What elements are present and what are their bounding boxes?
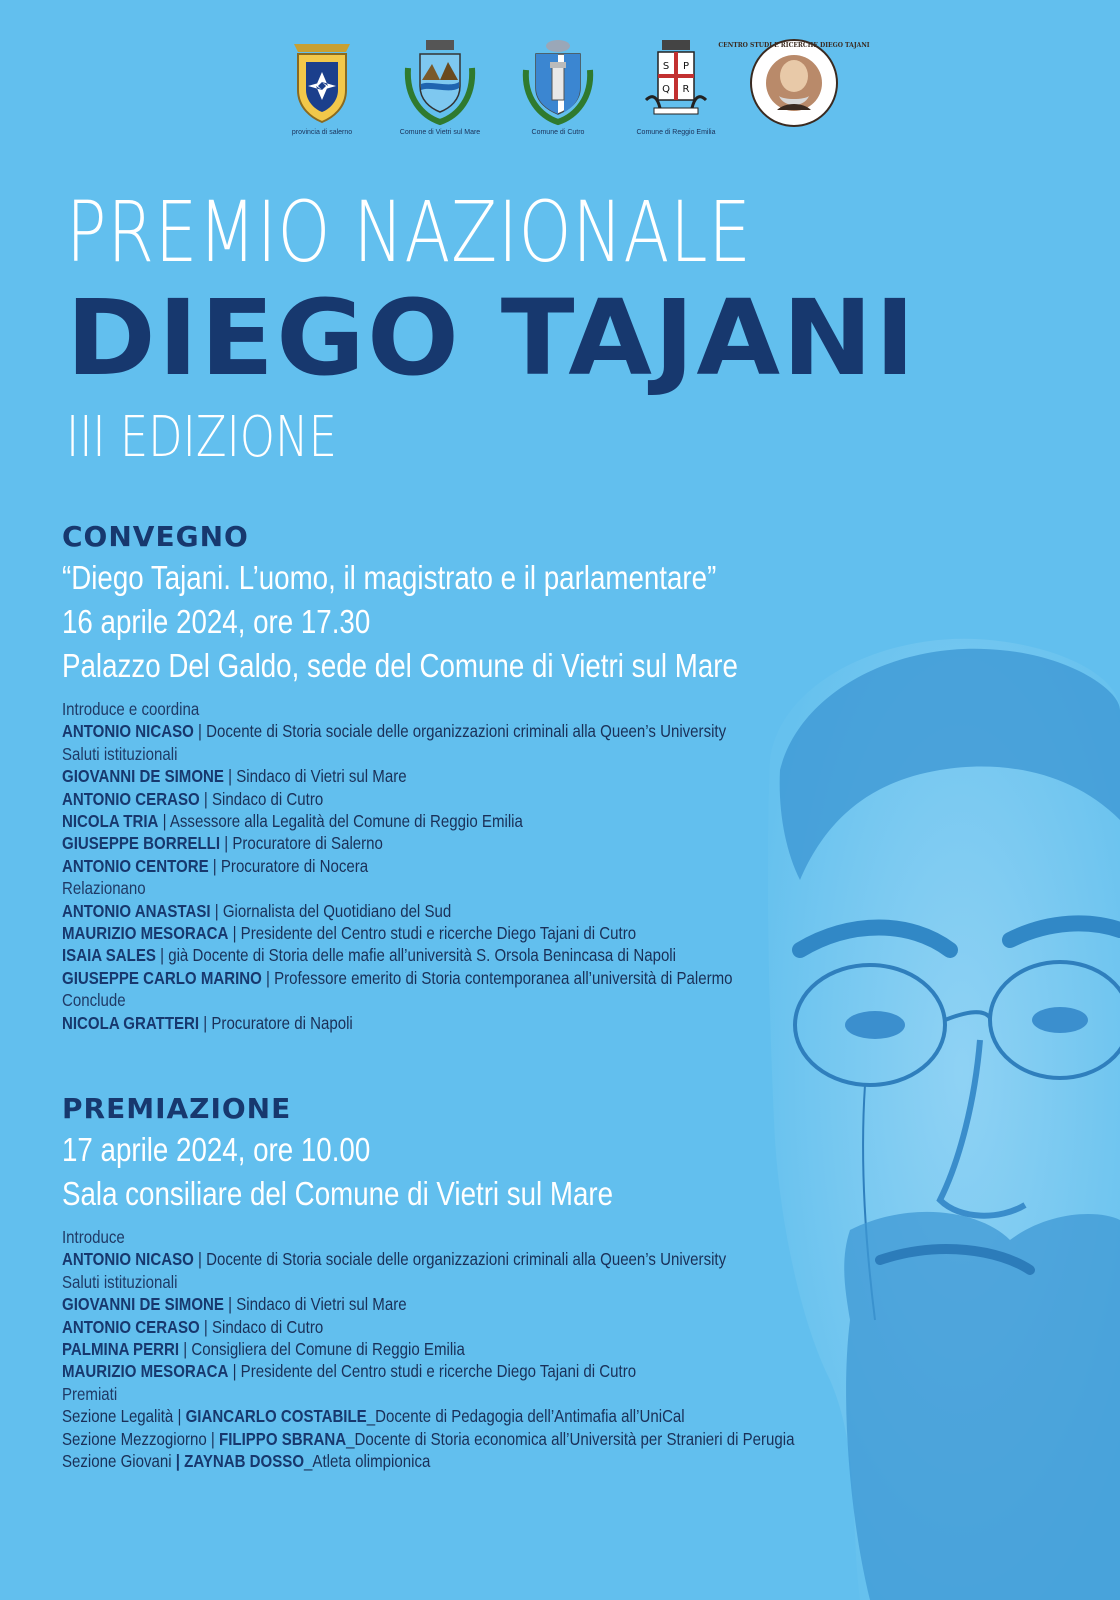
lineup-person [62, 900, 754, 922]
lineup-person [62, 855, 754, 877]
logo-comune-cutro [498, 38, 618, 136]
person-name: FILIPPO SBRANA [219, 1428, 347, 1449]
person-name: ANTONIO CERASO [62, 1316, 200, 1337]
person-role: | Assessore alla Legalità del Comune di Reggio Emilia [158, 811, 523, 832]
convegno-subtitle: “Diego Tajani. L’uomo, il magistrato e il parlamentare” [62, 559, 717, 596]
lineup-role-label: Premiati [62, 1383, 118, 1404]
crest-icon [520, 38, 596, 126]
premiazione-venue: Sala consiliare del Comune di Vietri sul Mare [62, 1175, 614, 1212]
lineup-person [62, 1450, 794, 1472]
crest-icon [402, 38, 478, 126]
person-name: NICOLA TRIA [62, 811, 159, 832]
person-role: | Giornalista del Quotidiano del Sud [210, 900, 452, 921]
person-name: ISAIA SALES [62, 945, 156, 966]
convegno-venue: Palazzo Del Galdo, sede del Comune di Vietri sul Mare [62, 647, 738, 684]
lineup-person [62, 944, 754, 966]
person-name: GIUSEPPE BORRELLI [62, 833, 221, 854]
lineup-person [62, 810, 754, 832]
headline-name: DIEGO TAJANI [66, 277, 918, 399]
lineup-person [62, 832, 754, 854]
person-role: | Procuratore di Nocera [208, 855, 369, 876]
headline-premio: PREMIO NAZIONALE [66, 183, 752, 281]
person-name: NICOLA GRATTERI [62, 1012, 200, 1033]
premiazione-lineup [62, 1226, 914, 1472]
person-role: _Docente di Storia economica all’Università per Stranieri di Perugia [346, 1428, 795, 1449]
person-role: | Procuratore di Napoli [199, 1012, 353, 1033]
person-name: ANTONIO CENTORE [62, 855, 209, 876]
person-role: | Sindaco di Cutro [199, 788, 324, 809]
lineup-person [62, 1360, 794, 1382]
lineup-person [62, 1405, 794, 1427]
logo-provincia-salerno [262, 38, 382, 136]
person-role: | Presidente del Centro studi e ricerche Diego Tajani di Cutro [228, 1361, 637, 1382]
lineup-person [62, 1012, 754, 1034]
convegno-lineup [62, 698, 867, 1034]
seal-text: CENTRO STUDI E RICERCHE DIEGO TAJANI [718, 42, 870, 49]
lineup-person [62, 788, 754, 810]
person-role: | Docente di Storia sociale delle organizzazioni criminali alla Queen’s University [193, 721, 727, 742]
lineup-person [62, 1428, 794, 1450]
person-name: ANTONIO NICASO [62, 1249, 194, 1270]
person-role: | Sindaco di Vietri sul Mare [223, 1294, 407, 1315]
section-convegno [62, 520, 867, 1034]
logos-row [270, 38, 870, 148]
logo-centro-studi [718, 38, 870, 128]
logo-comune-vietri [380, 38, 500, 136]
logo-caption: Comune di Reggio Emilia [636, 129, 716, 136]
person-role: | Procuratore di Salerno [220, 833, 383, 854]
person-role: _Docente di Pedagogia dell’Antimafia all’UniCal [366, 1406, 685, 1427]
lineup-role-label: Introduce e coordina [62, 699, 200, 719]
person-name: GIANCARLO COSTABILE [185, 1406, 367, 1427]
person-name: GIOVANNI DE SIMONE [62, 766, 224, 787]
crest-icon [284, 38, 360, 126]
person-role: _Atleta olimpionica [304, 1451, 431, 1472]
logo-caption: Comune di Vietri sul Mare [399, 129, 481, 136]
award-section: Sezione Mezzogiorno | [62, 1428, 220, 1449]
lineup-person [62, 1293, 794, 1315]
person-name: ANTONIO CERASO [62, 788, 200, 809]
person-name: | ZAYNAB DOSSO [175, 1451, 305, 1472]
person-name: GIUSEPPE CARLO MARINO [62, 967, 262, 988]
person-name: ANTONIO NICASO [62, 721, 194, 742]
lineup-person [62, 922, 754, 944]
svg-text:Q: Q [662, 84, 670, 95]
section-premiazione [62, 1092, 914, 1472]
lineup-person [62, 1338, 794, 1360]
person-role: | Presidente del Centro studi e ricerche Diego Tajani di Cutro [228, 923, 637, 944]
premiazione-date: 17 aprile 2024, ore 10.00 [62, 1131, 371, 1168]
person-name: GIOVANNI DE SIMONE [62, 1294, 224, 1315]
person-name: MAURIZIO MESORACA [62, 923, 229, 944]
logo-caption: Comune di Cutro [531, 129, 585, 136]
award-section: Sezione Giovani [62, 1451, 176, 1472]
person-role: | Professore emerito di Storia contemporanea all’università di Palermo [261, 967, 733, 988]
svg-text:S: S [662, 61, 670, 72]
logo-comune-reggio-emilia [616, 38, 736, 136]
person-role: | Docente di Storia sociale delle organizzazioni criminali alla Queen’s University [193, 1249, 727, 1270]
lineup-person [62, 1316, 794, 1338]
person-role: | Sindaco di Vietri sul Mare [223, 766, 407, 787]
person-role: | già Docente di Storia delle mafie all’università S. Orsola Benincasa di Napoli [155, 945, 676, 966]
person-name: PALMINA PERRI [62, 1339, 180, 1360]
lineup-role-label: Relazionano [62, 878, 146, 899]
lineup-person [62, 720, 754, 742]
lineup-role-label: Saluti istituzionali [62, 743, 178, 764]
section-title: CONVEGNO [62, 520, 249, 553]
section-title: PREMIAZIONE [62, 1092, 292, 1125]
convegno-date: 16 aprile 2024, ore 17.30 [62, 603, 371, 640]
person-name: MAURIZIO MESORACA [62, 1361, 229, 1382]
logo-caption: provincia di salerno [291, 129, 353, 136]
person-role: | Consigliera del Comune di Reggio Emilia [179, 1339, 465, 1360]
lineup-role-label: Introduce [62, 1227, 125, 1247]
crest-icon [638, 38, 714, 126]
seal-icon [718, 38, 870, 128]
award-section: Sezione Legalità | [62, 1406, 186, 1427]
svg-text:P: P [682, 61, 690, 72]
headline-edition: III EDIZIONE [66, 405, 337, 470]
lineup-person [62, 765, 754, 787]
person-name: ANTONIO ANASTASI [62, 900, 211, 921]
lineup-person [62, 967, 754, 989]
lineup-role-label: Conclude [62, 990, 126, 1011]
lineup-person [62, 1248, 794, 1270]
svg-text:R: R [682, 84, 690, 95]
person-role: | Sindaco di Cutro [199, 1316, 324, 1337]
lineup-role-label: Saluti istituzionali [62, 1271, 178, 1292]
